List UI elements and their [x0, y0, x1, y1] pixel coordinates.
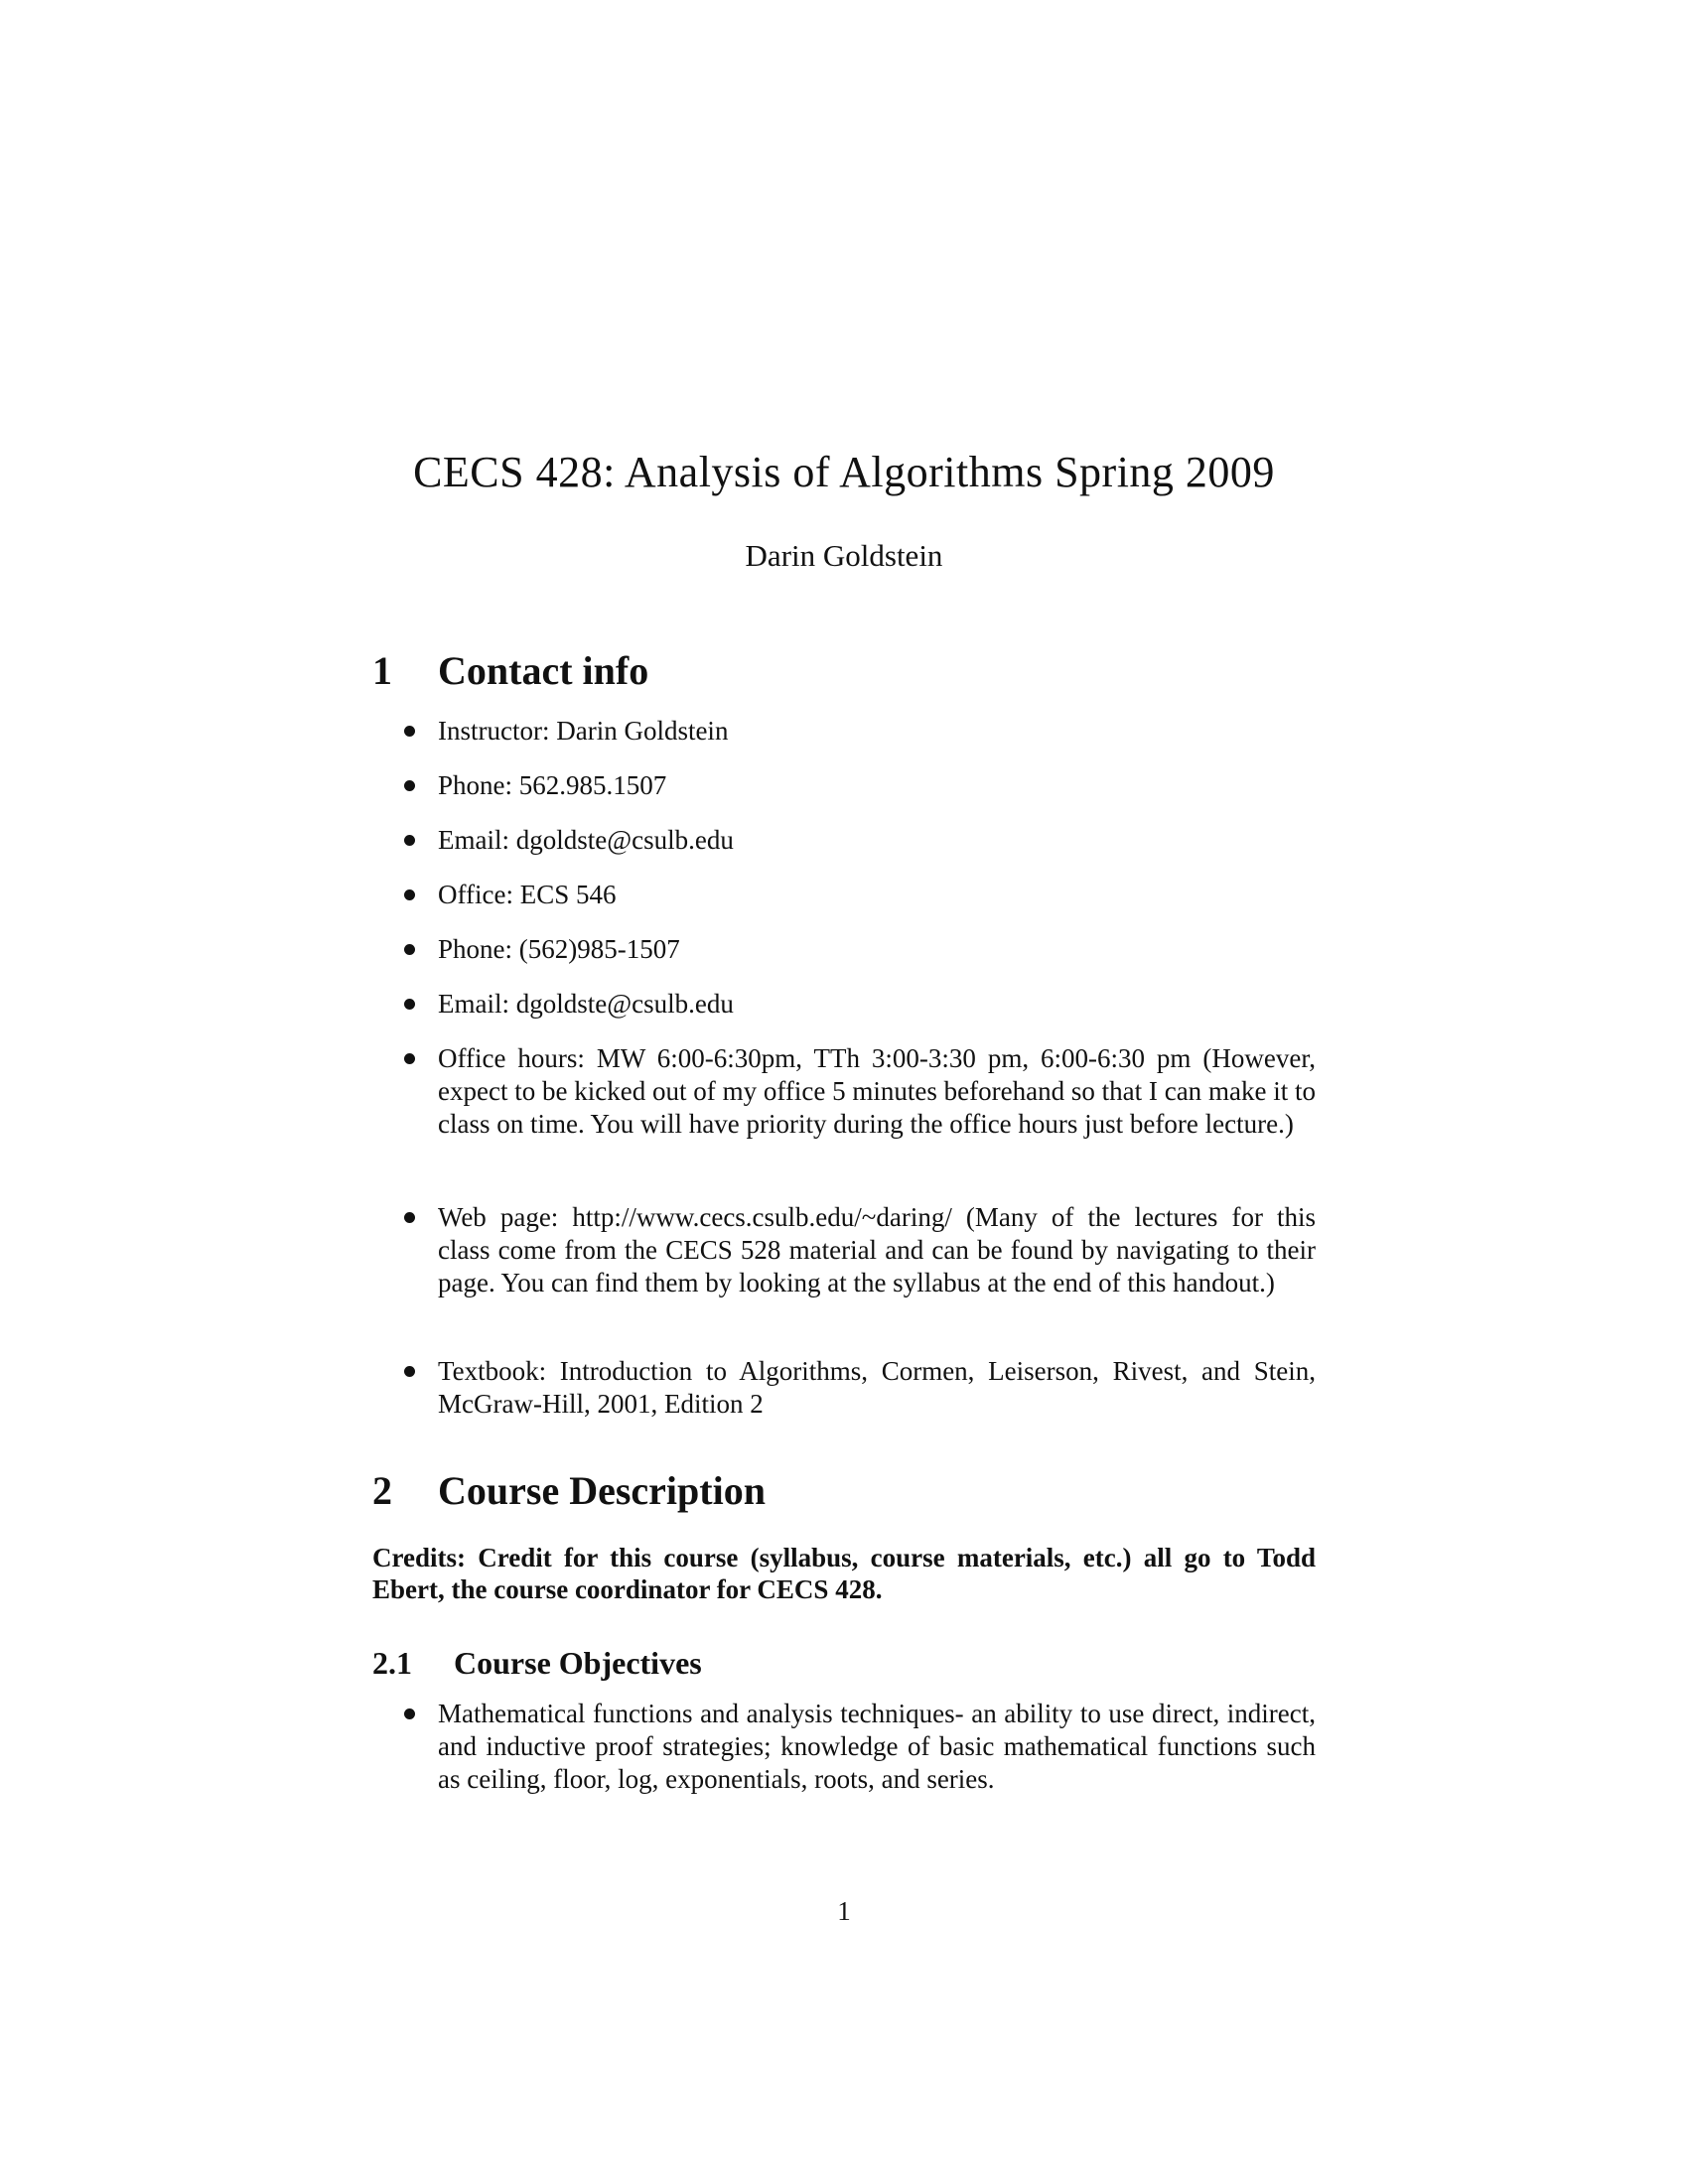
- section-heading-course-description: [372, 1467, 766, 1515]
- subsection-title: Course Objectives: [454, 1645, 702, 1681]
- section-number: 2: [372, 1468, 392, 1513]
- list-item: [438, 1201, 1316, 1299]
- list-item: [438, 824, 1316, 879]
- course-objectives-list: [438, 1698, 1316, 1796]
- email-text-2: Email: dgoldste@csulb.edu: [438, 989, 734, 1019]
- section-title: Course Description: [438, 1468, 766, 1513]
- section-heading-contact-info: [372, 647, 648, 695]
- office-text: Office: ECS 546: [438, 880, 617, 909]
- list-item: [438, 879, 1316, 933]
- office-hours-text: Office hours: MW 6:00-6:30pm, TTh 3:00-3:30 pm, 6:00-6:30 pm (However, expect to be kicked out of my office 5 minutes beforehand so that I can make it to class on time. You will have priority during the office hours just before lecture.): [438, 1043, 1316, 1139]
- list-item: [438, 715, 1316, 769]
- section-number: 1: [372, 648, 392, 693]
- contact-info-list: [438, 715, 1316, 1042]
- list-item: [438, 1042, 1316, 1141]
- list-item: [438, 988, 1316, 1042]
- web-page-list: [438, 1201, 1316, 1299]
- page-number: 1: [837, 1896, 851, 1926]
- bullet-icon: [404, 1366, 415, 1377]
- list-item: [438, 769, 1316, 824]
- subsection-number: 2.1: [372, 1645, 412, 1681]
- objective-text: Mathematical functions and analysis techniques- an ability to use direct, indirect, and inductive proof strategies; knowledge of basic mathematical functions such as ceiling, floor, log, exponentials, roots, and series.: [438, 1699, 1316, 1794]
- credits-paragraph: Credits: Credit for this course (syllabus, course materials, etc.) all go to Todd Ebert, the course coordinator for CECS 428.: [372, 1543, 1316, 1604]
- phone-text-2: Phone: (562)985-1507: [438, 934, 680, 964]
- bullet-icon: [404, 999, 415, 1010]
- list-item: [438, 933, 1316, 988]
- list-item: [438, 1698, 1316, 1796]
- document-author: Darin Goldstein: [745, 538, 943, 573]
- bullet-icon: [404, 780, 415, 791]
- instructor-text: Instructor: Darin Goldstein: [438, 716, 729, 746]
- office-hours-list: [438, 1042, 1316, 1141]
- subsection-heading-course-objectives: [372, 1643, 702, 1683]
- bullet-icon: [404, 835, 415, 846]
- textbook-text: Textbook: Introduction to Algorithms, Cormen, Leiserson, Rivest, and Stein, McGraw-Hill, 2001, Edition 2: [438, 1356, 1316, 1419]
- section-title: Contact info: [438, 648, 649, 693]
- phone-text: Phone: 562.985.1507: [438, 770, 667, 800]
- bullet-icon: [404, 1708, 415, 1719]
- bullet-icon: [404, 1212, 415, 1223]
- email-text: Email: dgoldste@csulb.edu: [438, 825, 734, 855]
- bullet-icon: [404, 1053, 415, 1064]
- list-item: [438, 1355, 1316, 1421]
- bullet-icon: [404, 726, 415, 737]
- bullet-icon: [404, 889, 415, 900]
- textbook-list: [438, 1355, 1316, 1421]
- document-title: CECS 428: Analysis of Algorithms Spring 2009: [413, 448, 1275, 496]
- web-page-text[interactable]: Web page: http://www.cecs.csulb.edu/~daring/ (Many of the lectures for this class come from the CECS 528 material and can be found by navigating to their page. You can find them by looking at the syllabus at the end of this handout.): [438, 1202, 1316, 1297]
- bullet-icon: [404, 944, 415, 955]
